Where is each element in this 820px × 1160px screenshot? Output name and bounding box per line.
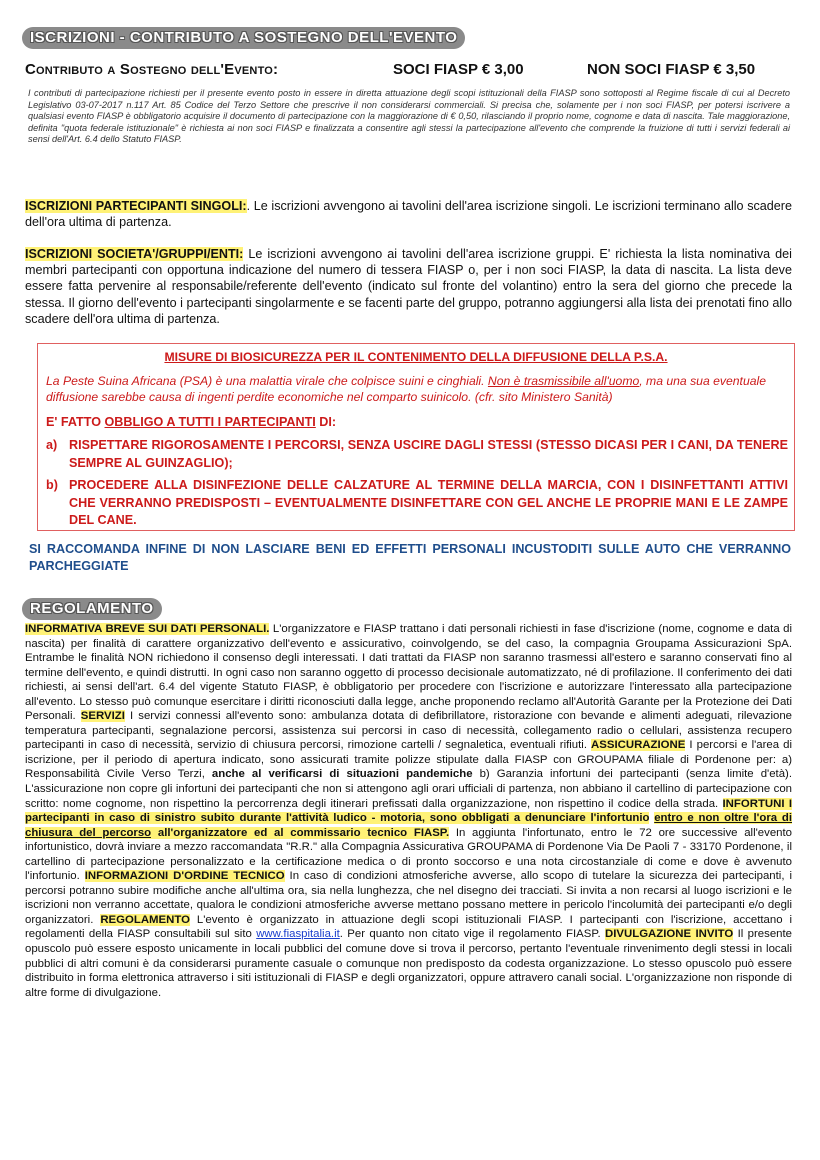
biosecurity-obligation: [46, 415, 336, 429]
item-b-label: b): [46, 478, 58, 492]
obligation-b: DI:: [315, 415, 337, 429]
section-banner-regolamento: REGOLAMENTO: [22, 598, 162, 620]
heading-assicurazione: ASSICURAZIONE: [591, 739, 686, 752]
contribution-row: [25, 60, 795, 80]
biosecurity-text-a: La Peste Suina Africana (PSA) è una malattia virale che colpisce suini e cinghiali.: [46, 374, 488, 388]
text-assicurazione: I percorsi e l'area di iscrizione, per il periodo di apertura indicato, sono assicurati tramite polizze stipulate dalla FIASP con GROUPAMA filiale di Pordenone per: a) Responsabilità Civile Verso Terzi,: [25, 739, 792, 781]
text-regolamento-2: . Per quanto non citato vige il regolamento FIASP.: [339, 928, 606, 941]
singoli-heading: ISCRIZIONI PARTECIPANTI SINGOLI:: [25, 199, 247, 213]
biosecurity-title: MISURE DI BIOSICUREZZA PER IL CONTENIMENTO DELLA DIFFUSIONE DELLA P.S.A.: [164, 350, 668, 364]
infortuni-underlined: entro e non oltre l'ora di chiusura del percorso: [25, 812, 792, 839]
recommendation-text: SI RACCOMANDA INFINE DI NON LASCIARE BENI ED EFFETTI PERSONALI INCUSTODITI SULLE AUTO CHE VERRANNO PARCHEGGIATE: [29, 542, 791, 573]
item-b-text: PROCEDERE ALLA DISINFEZIONE DELLE CALZATURE AL TERMINE DELLA MARCIA, CON I DISINFETTANTI ATTIVI CHE VERRANNO PREDISPOSTI – EVENTUALMENTE DISINFETTARE CON GEL ANCHE LE PROPRIE MANI E LE ZAMPE DEL CANE.: [69, 478, 788, 527]
biosecurity-text-b: , ma una sua eventuale diffusione sarebbe causa di ingenti perdite economiche nel comparto suinicolo. (cfr. sito Ministero Sanità): [46, 374, 766, 404]
heading-divulgazione: DIVULGAZIONE INVITO: [605, 928, 734, 941]
heading-tecnico: INFORMAZIONI D'ORDINE TECNICO: [84, 870, 285, 883]
heading-regolamento: REGOLAMENTO: [100, 913, 190, 926]
biosecurity-text-underlined: Non è trasmissibile all'uomo: [487, 374, 640, 388]
heading-servizi: SERVIZI: [80, 710, 125, 723]
text-servizi: I servizi connessi all'evento sono: ambulanza dotata di defibrillatore, ristorazione con bevande e alimenti adeguati, rilevazione temperatura partecipanti, segnalazione percorsi, assistenza sui percorsi in caso di necessità, collegamento radio o cellulari, assistenza recupero partecipanti in caso di necessità, servizio di chiusura percorsi, rimozione cartelli / segnaletica, eventuali rifiuti.: [25, 710, 792, 752]
obligation-underlined: OBBLIGO A TUTTI I PARTECIPANTI: [104, 415, 316, 429]
item-a-label: a): [46, 438, 58, 452]
heading-informativa: INFORMATIVA BREVE SUI DATI PERSONALI.: [25, 623, 270, 635]
text-tecnico: In caso di condizioni atmosferiche avverse, allo scopo di tutelare la sicurezza dei partecipanti, i percorsi potranno subire modifiche anche all'ultima ora, sia nella lunghezza, che nel disegno dei tracciati. Si invita a non recarsi al luogo iscrizioni e le iscrizioni non verranno accettate, qualora le condizioni atmosferiche avverse mettano possano mettere in pericolo l'incolumità dei partecipanti e/o degli organizzatori.: [25, 870, 792, 926]
text-infortuni: In aggiunta l'infortunato, entro le 72 ore successive all'evento infortunistico, dovrà inviare a mezzo raccomandata "R.R." alla Compagnia Assicurativa GROUPAMA di Pordenone Via De Paoli 7 - 33170 Pordenone, il cartellino di partecipazione personalizzato e la certificazione medica o di pronto soccorso e una nota circostanziale di come e dove è avvenuto l'infortunio.: [25, 826, 792, 883]
text-informativa: L'organizzatore e FIASP trattano i dati personali richiesti in fase d'iscrizione (nome, cognome e data di nascita) per finalità di carattere organizzativo dell'evento e assicurativo, coinvolgendo, se del caso, la compagnia Groupama Assicurazioni SpA. Entrambe le finalità NON richiedono il consenso degli interessati. I dati trattati da FIASP non saranno trasmessi all'estero e saranno conservati fino al termine dell'evento, e quindi distrutti. In ogni caso non saranno oggetto di processo decisionale automatizzato, né di profilazione. Il conferimento dei dati richiesti, ai sensi dell'art. 6.4 del vigente Statuto FIASP, è obbligatorio per procedere con l'iscrizione e autorizzare l'interessato alla partecipazione all'evento. Lo stesso può comunque esercitare i diritti riconosciuti dalla legge, anche proponendo reclamo all'Autorità Garante per la Protezione dei Dati Personali.: [25, 623, 793, 723]
fiscal-note: I contributi di partecipazione richiesti per il presente evento posto in essere in diretta attuazione degli scopi istituzionali della FIASP sono sottoposti al Regime fiscale di cui al Decreto Legislativo 03-07-2017 n.117 Art. 85 Codice del Terzo Settore che prescrive il non considerarsi commerciali. Si precisa che, solamente per i non soci FIASP, per potersi iscrivere a qualsiasi evento FIASP è obbligatorio acquisire il documento di partecipazione con la maggiorazione di € 0,50, rilasciando il proprio nome, cognome e data di nascita. Tale maggiorazione, definita "quota federale istituzionale" è richiesta ai non soci FIASP e finalizzata a consentire agli stessi la partecipazione all'evento che comprende la fruizione di tutti i servizi federali ai sensi dell'Art. 6.4 dello Statuto FIASP.: [28, 88, 790, 144]
gruppi-paragraph: [25, 246, 792, 327]
text-divulgazione: Il presente opuscolo può essere esposto unicamente in locali pubblici del comune dove si trova il percorso, pertanto l'eventuale rinvenimento degli stessi in locali pubblici di altri comuni è da considerarsi puramente casuale o comunque non predisposto da codesta organizzazione. Lo stesso opuscolo può essere distribuito in forma elettronica attraverso i siti istituzionali di FIASP e degli organizzatori, oppure attravero canali social. L'organizzazione non risponde di altre forme di divulgazione.: [25, 928, 793, 999]
heading-infortuni: INFORTUNI I partecipanti in caso di sinistro subito durante l'attività ludico - motoria, sono obbligati a denunciare l'infortunio: [25, 797, 793, 825]
price-non-soci: NON SOCI FIASP € 3,50: [587, 61, 756, 78]
gruppi-text: Le iscrizioni avvengono ai tavolini dell'area iscrizione gruppi. E' richiesta la lista nominativa dei membri partecipanti con opportuna indicazione del numero di tessera FIASP o, per i non soci FIASP, la data di nascita. La lista deve essere fatta pervenire al responsabile/referente dell'evento (indicato sul fronte del volantino) entro la sera del giorno che precede la stessa. Il giorno dell'evento i partecipanti singolarmente e se facenti parte del gruppo, potranno aggiungersi alla lista dei prenotati fino allo scadere dell'ora ultima di partenza.: [25, 247, 792, 326]
gruppi-heading: ISCRIZIONI SOCIETA'/GRUPPI/ENTI:: [25, 247, 244, 261]
obligation-a: E' FATTO: [46, 415, 105, 429]
contribution-label: Contributo a Sostegno dell'Evento:: [25, 61, 279, 78]
regolamento-body: [25, 622, 792, 1000]
text-assicurazione-2: b) Garanzia infortuni dei partecipanti (senza limite d'età). L'assicurazione non copre gli infortuni dei partecipanti che non si attengono agli orari ufficiali di partenza, non abbiano il cartellino di partecipazione con scritto: nome cognome, non rispettino la percorrenza degli itinerari prefissati dalla organizzazione, non rispettino il codice della strada.: [25, 768, 792, 810]
singoli-paragraph: [25, 198, 792, 230]
infortuni-tail: all'organizzatore ed al commissario tecnico FIASP.: [151, 826, 450, 839]
biosecurity-text: [46, 374, 788, 405]
section-banner-iscrizioni: ISCRIZIONI - CONTRIBUTO A SOSTEGNO DELL'EVENTO: [22, 27, 465, 49]
biosecurity-box: [37, 343, 795, 531]
text-regolamento: L'evento è organizzato in attuazione degli scopi istituzionali FIASP. I partecipanti con l'iscrizione, accettano i regolamenti della FIASP consultabili sul sito: [25, 913, 792, 941]
price-soci: SOCI FIASP € 3,00: [393, 61, 524, 78]
fiasp-website-link[interactable]: www.fiaspitalia.it: [256, 928, 340, 941]
text-assicurazione-bold: anche al verificarsi di situazioni pandemiche: [211, 768, 473, 781]
singoli-text: . Le iscrizioni avvengono ai tavolini dell'area iscrizione singoli. Le iscrizioni terminano allo scadere dell'ora ultima di partenza.: [25, 199, 793, 230]
item-a-text: RISPETTARE RIGOROSAMENTE I PERCORSI, SENZA USCIRE DAGLI STESSI (STESSO DICASI PER I CANI, DA TENERE SEMPRE AL GUINZAGLIO);: [69, 438, 788, 470]
